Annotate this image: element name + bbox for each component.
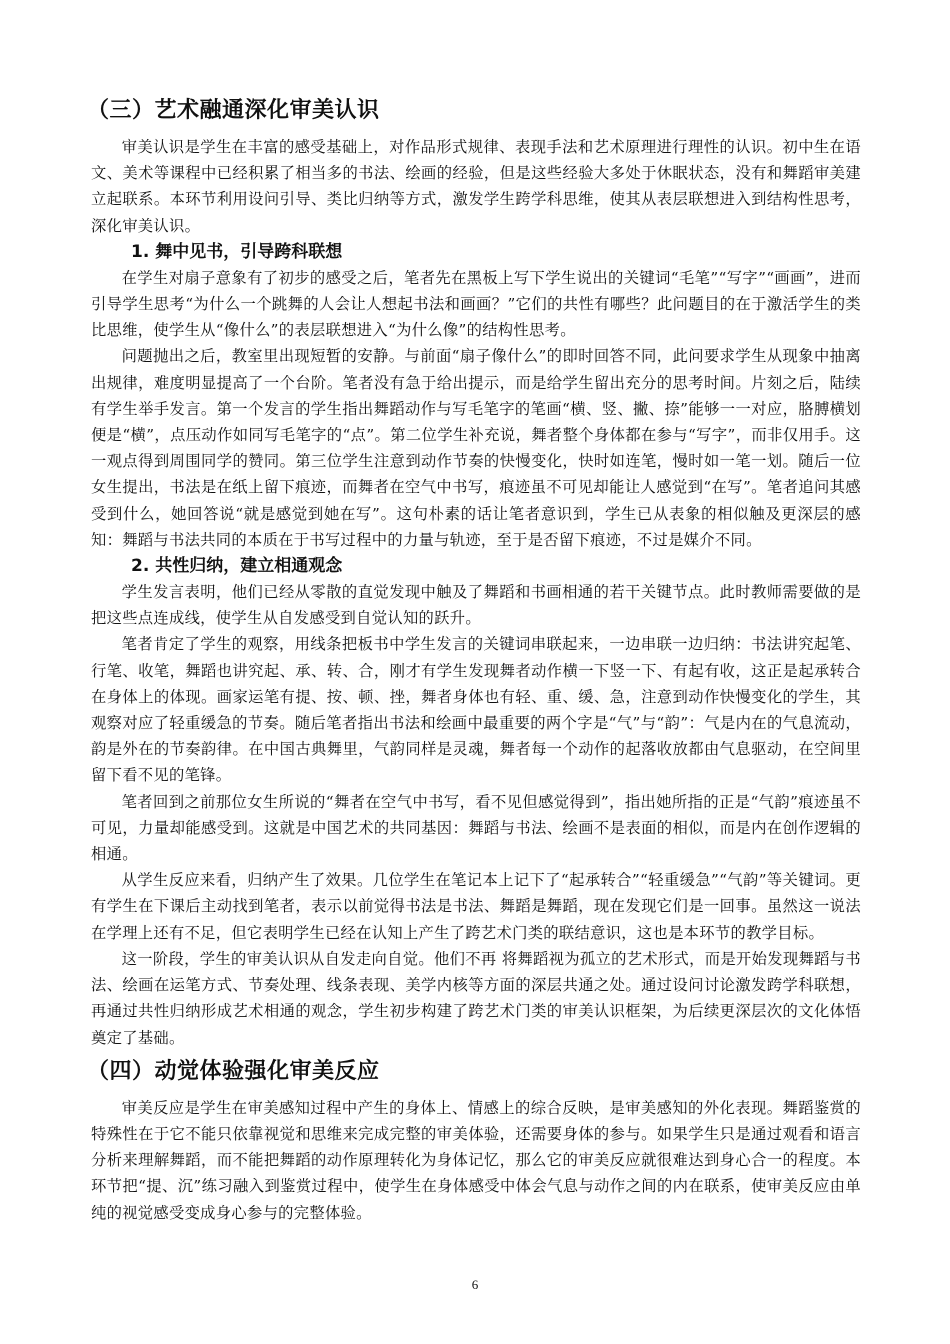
subsection-heading-2: 2. 共性归纳，建立相通观念	[131, 556, 343, 577]
section-heading-3: （三）艺术融通深化审美认识	[87, 98, 380, 123]
body-paragraph: 笔者肯定了学生的观察，用线条把板书中学生发言的关键词串联起来，一边串联一边归纳：书法讲究起笔、行笔、收笔，舞蹈也讲究起、承、转、合，刚才有学生发现舞者动作横一下竖一下、有起有收，这正是起承转合在身体上的体现。画家运笔有提、按、顿、挫，舞者身体也有轻、重、缓、急，注意到动作快慢变化的学生，其观察对应了轻重缓急的节奏。随后笔者指出书法和绘画中最重要的两个字是“气”与“韵”：气是内在的气息流动，韵是外在的节奏韵律。在中国古典舞里，气韵同样是灵魂，舞者每一个动作的起落收放都由气息驱动，在空间里留下看不见的笔锋。	[91, 635, 861, 785]
body-paragraph: 笔者回到之前那位女生所说的“舞者在空气中书写，看不见但感觉得到”，指出她所指的正是“气韵”痕迹虽不可见，力量却能感受到。这就是中国艺术的共同基因：舞蹈与书法、绘画不是表面的相似，而是内在创作逻辑的相通。	[91, 792, 861, 864]
subsection-heading-1: 1. 舞中见书，引导跨科联想	[131, 241, 343, 262]
section-heading-4: （四）动觉体验强化审美反应	[87, 1058, 380, 1084]
page-number: 6	[471, 1277, 479, 1292]
section-4-intro-paragraph: 审美反应是学生在审美感知过程中产生的身体上、情感上的综合反映，是审美感知的外化表现。舞蹈鉴赏的特殊性在于它不能只依靠视觉和思维来完成完整的审美体验，还需要身体的参与。如果学生只是通过观看和语言分析来理解舞蹈，而不能把舞蹈的动作原理转化为身体记忆，那么它的审美反应就很难达到身心合一的程度。本环节把“提、沉”练习融入到鉴赏过程中，使学生在身体感受中体会气息与动作之间的内在联系，使审美反应由单纯的视觉感受变成身心参与的完整体验。	[91, 1098, 861, 1222]
body-paragraph: 从学生反应来看，归纳产生了效果。几位学生在笔记本上记下了“起承转合”“轻重缓急”“气韵”等关键词。更有学生在下课后主动找到笔者，表示以前觉得书法是书法、舞蹈是舞蹈，现在发现它们是一回事。虽然这一说法在学理上还有不足，但它表明学生已经在认知上产生了跨艺术门类的联结意识，这也是本环节的教学目标。	[91, 871, 861, 942]
section-3-intro-paragraph: 审美认识是学生在丰富的感受基础上，对作品形式规律、表现手法和艺术原理进行理性的认识。初中生在语文、美术等课程中已经积累了相当多的书法、绘画的经验，但是这些经验大多处于休眠状态，没有和舞蹈审美建立起联系。本环节利用设问引导、类比归纳等方式，激发学生跨学科思维，使其从表层联想进入到结构性思考，深化审美认识。	[91, 138, 861, 235]
body-paragraph: 学生发言表明，他们已经从零散的直觉发现中触及了舞蹈和书画相通的若干关键节点。此时教师需要做的是把这些点连成线，使学生从自发感受到自觉认知的跃升。	[91, 583, 861, 628]
body-paragraph: 在学生对扇子意象有了初步的感受之后，笔者先在黑板上写下学生说出的关键词“毛笔”“写字”“画画”，进而引导学生思考“为什么一个跳舞的人会让人想起书法和画画？”它们的共性有哪些？此问题目的在于激活学生的类比思维，使学生从“像什么”的表层联想进入“为什么像”的结构性思考。	[91, 268, 861, 340]
body-paragraph: 这一阶段，学生的审美认识从自发走向自觉。他们不再 将舞蹈视为孤立的艺术形式，而是开始发现舞蹈与书法、绘画在运笔方式、节奏处理、线条表现、美学内核等方面的深层共通之处。通过设问讨论激发跨学科联想，再通过共性归纳形成艺术相通的观念，学生初步构建了跨艺术门类的审美认识框架，为后续更深层次的文化体悟奠定了基础。	[91, 949, 861, 1047]
body-paragraph: 问题抛出之后，教室里出现短暂的安静。与前面“扇子像什么”的即时回答不同，此问要求学生从现象中抽离出规律，难度明显提高了一个台阶。笔者没有急于给出提示，而是给学生留出充分的思考时间。片刻之后，陆续有学生举手发言。第一个发言的学生指出舞蹈动作与写毛笔字的笔画“横、竖、撇、捺”能够一一对应，胳膊横划便是“横”，点压动作如同写毛笔字的“点”。第二位学生补充说，舞者整个身体都在参与“写字”，而非仅用手。这一观点得到周围同学的赞同。第三位学生注意到动作节奏的快慢变化，快时如连笔，慢时如一笔一划。随后一位女生提出，书法是在纸上留下痕迹，而舞者在空气中书写，痕迹虽不可见却能让人感觉到“在写”。笔者追问其感受到什么，她回答说“就是感觉到她在写”。这句朴素的话让笔者意识到，学生已从表象的相似触及更深层的感知：舞蹈与书法共同的本质在于书写过程中的力量与轨迹，至于是否留下痕迹，不过是媒介不同。	[91, 347, 861, 549]
page-content	[87, 96, 861, 1226]
